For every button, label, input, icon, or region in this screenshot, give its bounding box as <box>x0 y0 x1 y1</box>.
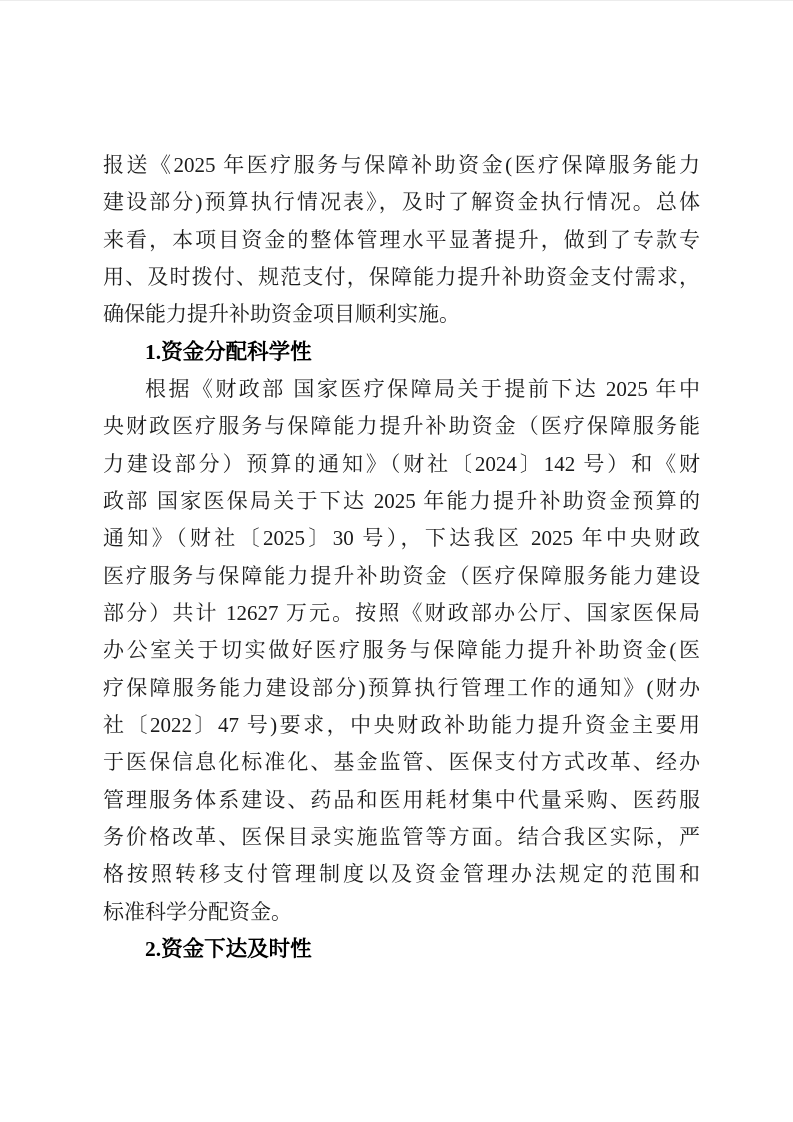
text-line: 根据《财政部 国家医疗保障局关于提前下达 2025 年中 <box>145 376 700 401</box>
document-text-area <box>103 147 700 968</box>
text-line: 务价格改革、医保目录实施监管等方面。结合我区实际，严 <box>103 824 700 849</box>
text-line: 社〔2022〕47 号)要求，中央财政补助能力提升资金主要用 <box>103 712 700 737</box>
text-line: 政部 国家医保局关于下达 2025 年能力提升补助资金预算的 <box>103 488 700 513</box>
text-line: 力建设部分）预算的通知》（财社〔2024〕142 号）和《财 <box>103 451 700 476</box>
section-heading-1: 1.资金分配科学性 <box>145 339 312 364</box>
text-line: 格按照转移支付管理制度以及资金管理办法规定的范围和 <box>103 862 700 887</box>
text-line: 部分）共计 12627 万元。按照《财政部办公厅、国家医保局 <box>103 600 700 625</box>
text-line: 报送《2025 年医疗服务与保障补助资金(医疗保障服务能力 <box>103 153 700 177</box>
text-line: 央财政医疗服务与保障能力提升补助资金（医疗保障服务能 <box>103 414 700 439</box>
text-line: 于医保信息化标准化、基金监管、医保支付方式改革、经办 <box>103 750 700 775</box>
text-line: 确保能力提升补助资金项目顺利实施。 <box>103 302 460 327</box>
text-line: 通知》（财社〔2025〕30 号），下达我区 2025 年中央财政 <box>103 526 700 551</box>
text-line: 医疗服务与保障能力提升补助资金（医疗保障服务能力建设 <box>103 563 700 588</box>
text-line: 管理服务体系建设、药品和医用耗材集中代量采购、医药服 <box>103 787 700 812</box>
text-line: 建设部分)预算执行情况表》，及时了解资金执行情况。总体 <box>103 190 700 215</box>
text-line: 来看，本项目资金的整体管理水平显著提升，做到了专款专 <box>103 227 700 252</box>
text-line: 用、及时拨付、规范支付，保障能力提升补助资金支付需求， <box>103 264 700 289</box>
text-line: 标准科学分配资金。 <box>103 899 292 924</box>
text-line: 疗保障服务能力建设部分)预算执行管理工作的通知》(财办 <box>103 675 700 700</box>
text-line: 办公室关于切实做好医疗服务与保障能力提升补助资金(医 <box>103 638 700 663</box>
section-heading-2: 2.资金下达及时性 <box>145 936 312 961</box>
